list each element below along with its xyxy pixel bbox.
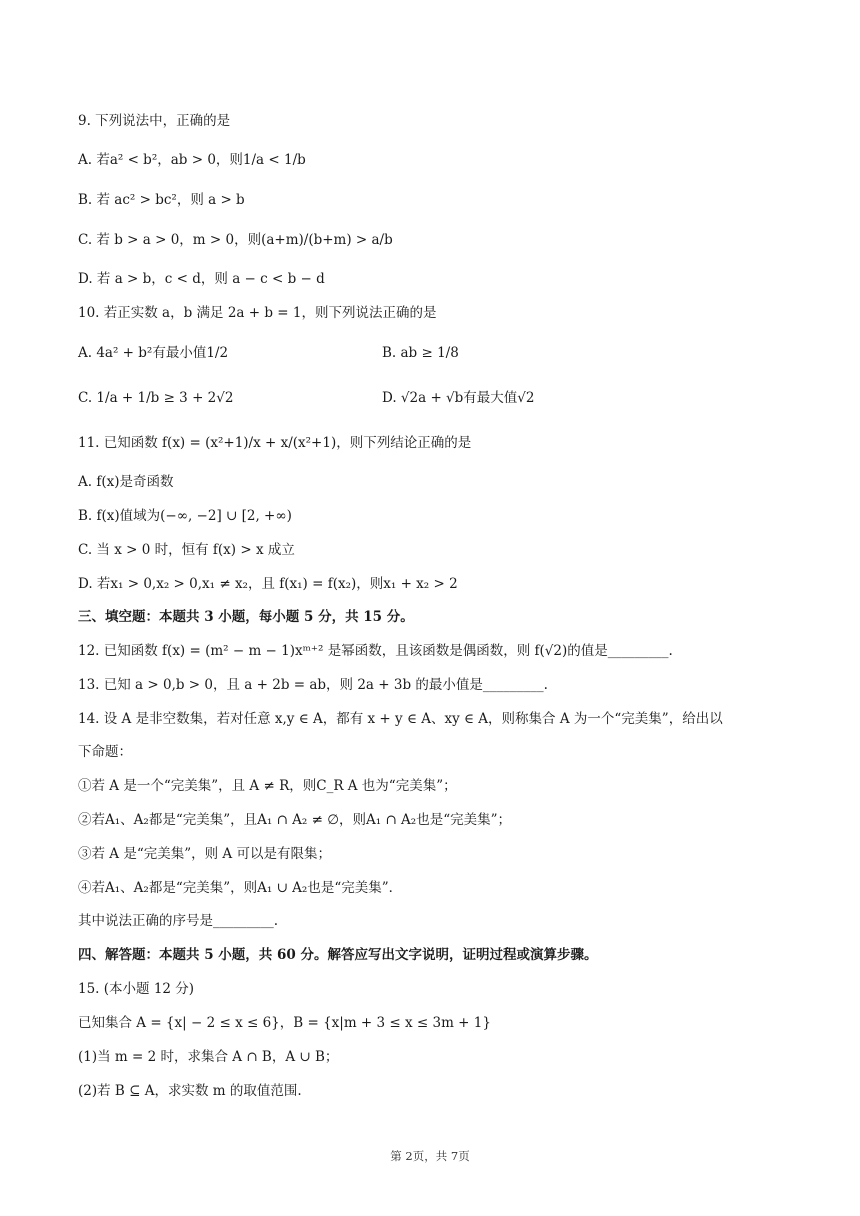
q9-option-c: C. 若 b > a > 0，m > 0，则(a+m)/(b+m) > a/b [78, 232, 393, 248]
q11-option-a: A. f(x)是奇函数 [78, 474, 174, 490]
q11-option-d: D. 若x₁ > 0,x₂ > 0,x₁ ≠ x₂，且 f(x₁) = f(x₂)，则x₁ + x₂ > 2 [78, 576, 458, 592]
q9-option-b: B. 若 ac² > bc²，则 a > b [78, 192, 245, 208]
question-13: 13. 已知 a > 0,b > 0，且 a + 2b = ab，则 2a + 3b 的最小值是_________. [78, 677, 548, 693]
q11-option-b: B. f(x)值域为(−∞, −2] ∪ [2, +∞) [78, 508, 292, 524]
q15-part-1: (1)当 m = 2 时，求集合 A ∩ B，A ∪ B； [78, 1049, 339, 1065]
q10-option-a: A. 4a² + b²有最小值1/2 [78, 345, 229, 361]
q9-stem: 9. 下列说法中，正确的是 [78, 113, 231, 129]
q14-stem: 14. 设 A 是非空数集，若对任意 x,y ∈ A，都有 x + y ∈ A、xy ∈ A，则称集合 A 为一个“完美集”，给出以 [78, 711, 723, 727]
q9-option-d: D. 若 a > b，c < d，则 a − c < b − d [78, 271, 325, 287]
q10-option-c: C. 1/a + 1/b ≥ 3 + 2√2 [78, 390, 234, 406]
q10-stem: 10. 若正实数 a，b 满足 2a + b = 1，则下列说法正确的是 [78, 305, 437, 321]
q14-statement-3: ③若 A 是“完美集”，则 A 可以是有限集； [78, 846, 331, 862]
q15-part-2: (2)若 B ⊆ A，求实数 m 的取值范围. [78, 1083, 302, 1099]
q14-answer-prompt: 其中说法正确的序号是_________. [78, 913, 279, 929]
q14-statement-2: ②若A₁、A₂都是“完美集”，且A₁ ∩ A₂ ≠ ∅，则A₁ ∩ A₂也是“完美集”； [78, 812, 512, 828]
q10-option-d: D. √2a + √b有最大值√2 [382, 390, 535, 406]
q14-statement-4: ④若A₁、A₂都是“完美集”，则A₁ ∪ A₂也是“完美集”． [78, 880, 403, 896]
q14-stem-continued: 下命题： [78, 744, 132, 760]
q10-option-b: B. ab ≥ 1/8 [382, 345, 459, 361]
q15-header: 15. (本小题 12 分) [78, 981, 195, 997]
question-12: 12. 已知函数 f(x) = (m² − m − 1)xᵐ⁺² 是幂函数，且该函数是偶函数，则 f(√2)的值是_________. [78, 643, 673, 659]
q9-option-a: A. 若a² < b²，ab > 0，则1/a < 1/b [78, 152, 306, 168]
section-fill-in-title: 三、填空题：本题共 3 小题，每小题 5 分，共 15 分。 [78, 609, 414, 625]
page-footer: 第 2页，共 7页 [390, 1149, 470, 1163]
q15-given: 已知集合 A = {x| − 2 ≤ x ≤ 6}，B = {x|m + 3 ≤ x ≤ 3m + 1} [78, 1015, 491, 1031]
q11-stem: 11. 已知函数 f(x) = (x²+1)/x + x/(x²+1)，则下列结论正确的是 [78, 435, 472, 451]
section-solutions-title: 四、解答题：本题共 5 小题，共 60 分。解答应写出文字说明，证明过程或演算步骤。 [78, 947, 598, 963]
q14-statement-1: ①若 A 是一个“完美集”，且 A ≠ R，则C_R A 也为“完美集”； [78, 778, 457, 794]
q11-option-c: C. 当 x > 0 时，恒有 f(x) > x 成立 [78, 542, 295, 558]
